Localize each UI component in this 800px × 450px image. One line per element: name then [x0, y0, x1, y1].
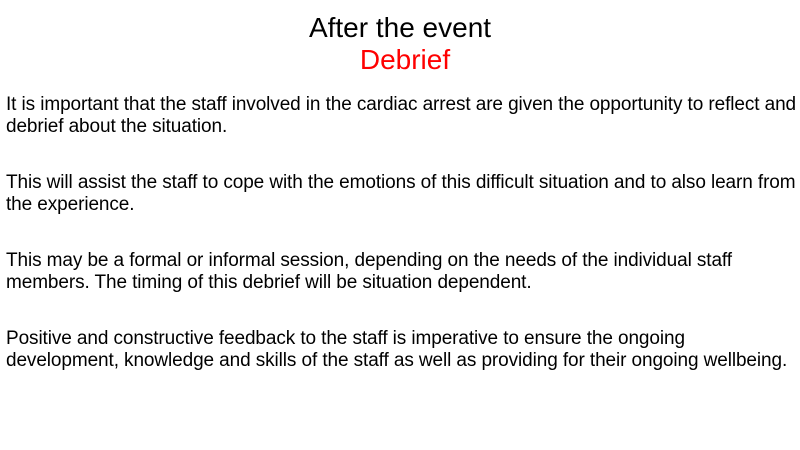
paragraph-session: This may be a formal or informal session, depending on the needs of the individual staff members. The timing of this debrief will be situation dependent.: [6, 250, 732, 293]
slide-title: After the event: [308, 12, 492, 43]
paragraph-feedback: Positive and constructive feedback to the staff is imperative to ensure the ongoing development, knowledge and skills of the staff as well as providing for their ongoing wellbeing.: [6, 328, 788, 371]
title-block: [0, 12, 800, 76]
paragraph-purpose: It is important that the staff involved in the cardiac arrest are given the opportunity to reflect and debrief about the situation.: [6, 94, 796, 137]
paragraph-coping: This will assist the staff to cope with the emotions of this difficult situation and to also learn from the experience.: [6, 172, 796, 215]
slide-body: [6, 94, 796, 406]
slide-subtitle: Debrief: [359, 44, 451, 75]
